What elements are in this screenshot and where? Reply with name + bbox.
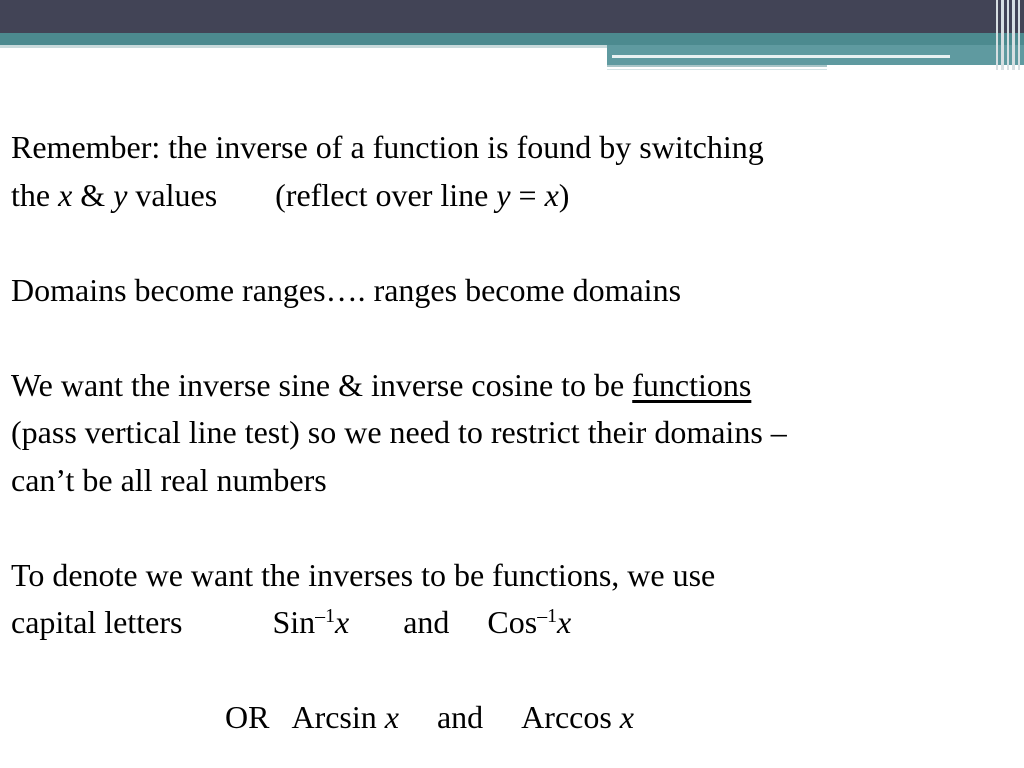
arccos-label: Arccos [521,699,612,735]
close-paren: ) [558,176,570,213]
sin-var-x: x [334,604,350,640]
header-corner-stripe [1007,0,1009,70]
slide-body [11,124,1011,742]
header-corner-stripe [1018,0,1020,70]
arcsin-label: Arcsin [291,699,377,735]
word-values: values [135,176,218,213]
header-corner-stripe [1012,0,1015,70]
reflect-var-y: y [496,176,511,213]
var-y: y [113,176,128,213]
text-line-6: can’t be all real numbers [11,461,327,498]
equals-sign: = [518,176,537,213]
reflect-text: (reflect over line [275,176,489,213]
ampersand: & [80,176,106,213]
header-dark-bar [0,0,1024,33]
cos-exponent: –1 [537,605,558,628]
header-corner-stripe [1001,0,1004,70]
var-x: x [58,176,73,213]
and-word-2: and [436,699,484,735]
text-line-4 [11,362,1011,410]
text-line-5: (pass vertical line test) so we need to restrict their domains – [11,414,787,450]
header-light-band [0,45,610,48]
functions-underlined: functions [632,366,752,403]
text-line-3: Domains become ranges…. ranges become domains [11,271,682,308]
reflect-var-x: x [544,176,559,213]
text-line-8 [11,599,1011,647]
or-word: OR [225,699,270,735]
header-step-highlight [612,55,950,58]
text-line-9 [11,694,1011,742]
header-underline-thin [607,69,827,70]
header-underline [607,65,827,67]
inverse-functions-text: We want the inverse sine & inverse cosine to be [11,366,625,403]
arcsin-var-x: x [384,699,399,735]
arccos-var-x: x [619,699,634,735]
capital-letters-text: capital letters [11,604,183,640]
cos-label: Cos [487,604,538,640]
text-line-2 [11,172,1011,220]
sin-label: Sin [272,604,316,640]
and-word: and [403,604,450,640]
sin-exponent: –1 [315,605,335,628]
cos-var-x: x [557,604,572,640]
text-line-7: To denote we want the inverses to be functions, we use [11,556,716,593]
word-the: the [11,176,51,213]
header-corner-stripe [996,0,998,70]
text-line-1: Remember: the inverse of a function is found by switching [11,129,764,165]
header-teal-bar [0,33,1024,45]
